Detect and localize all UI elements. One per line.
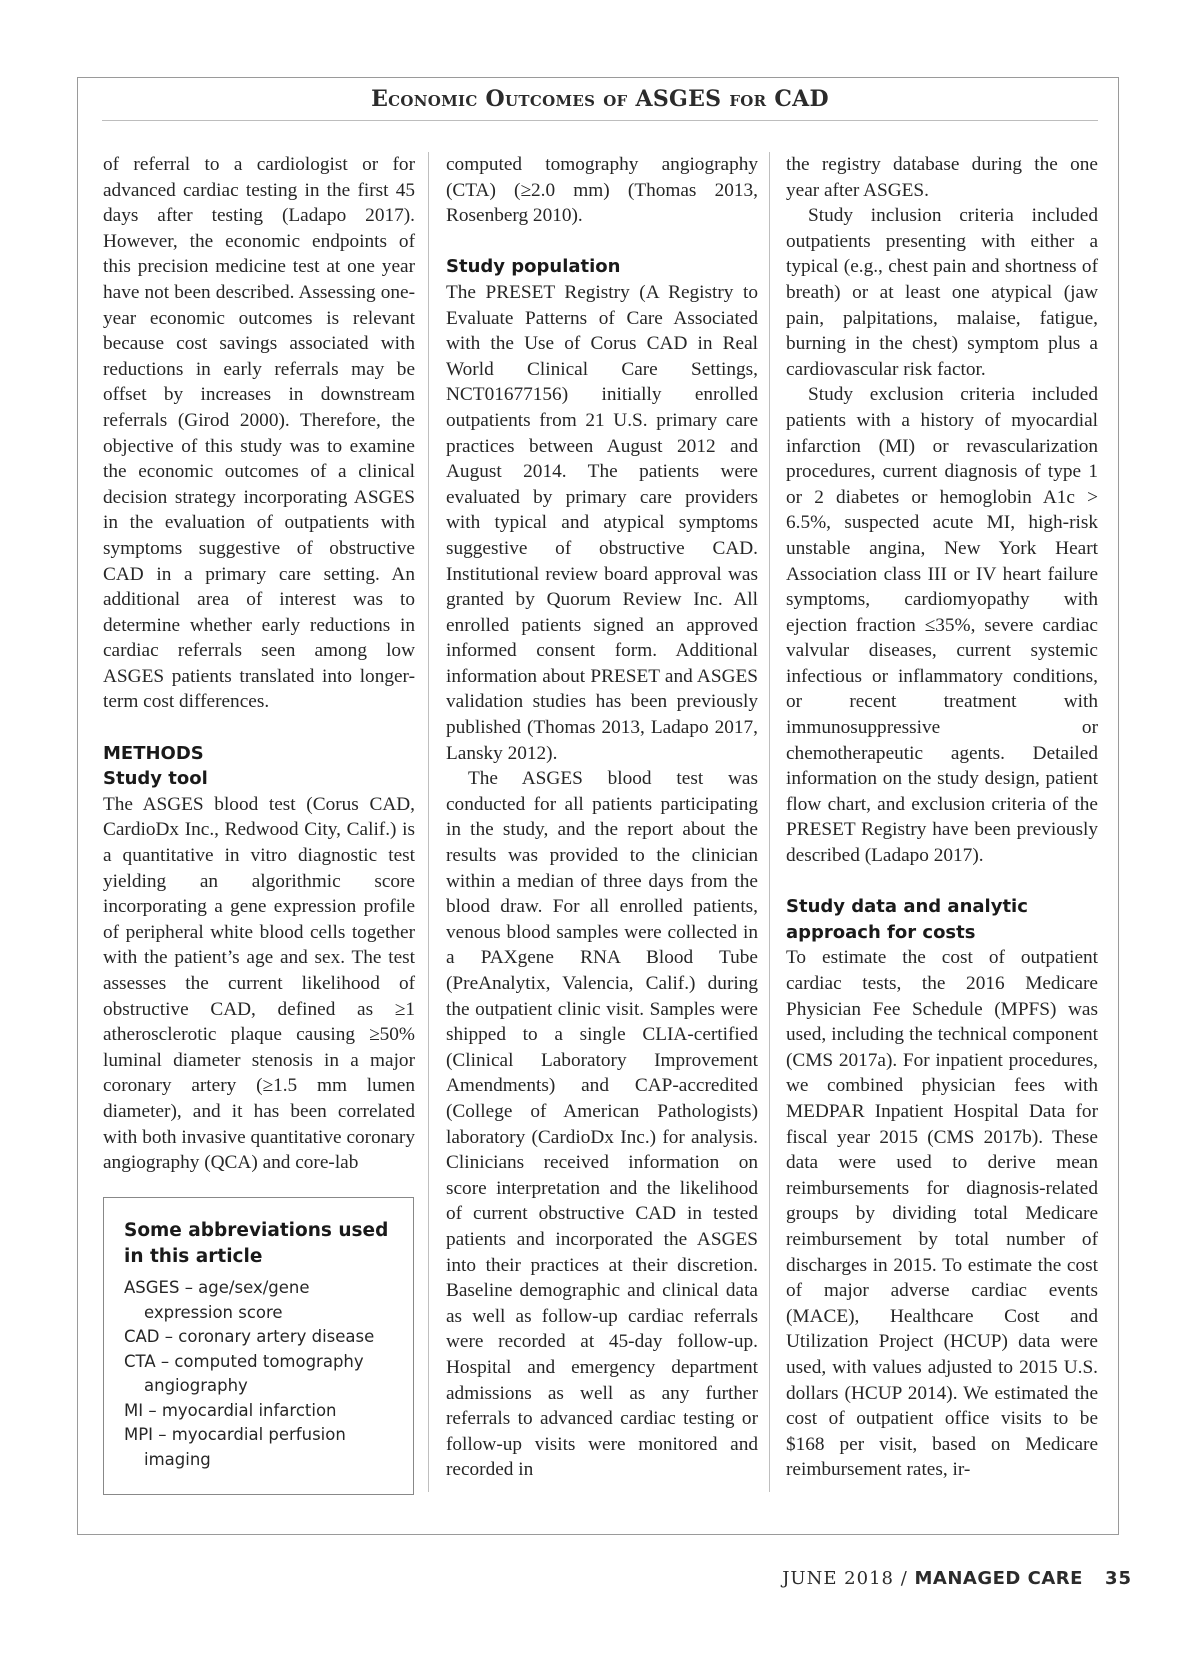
column-3 (786, 152, 1098, 1492)
column-divider (428, 152, 429, 1492)
paragraph: Study exclusion criteria included patients with a history of myocardial infarction (MI) or revascularization procedures, current diagnosis of type 1 or 2 diabetes or hemoglobin A1c > 6.5%, suspected acute MI, high-risk unstable angina, New York Heart Association class III or IV heart failure symptoms, cardiomyopathy with ejection fraction ≤35%, severe cardiac valvular diseases, current systemic infectious or inflammatory conditions, or recent treatment with immunosuppressive or chemotherapeutic agents. Detailed information on the study design, patient flow chart, and exclusion criteria of the PRESET Registry have been previously described (Ladapo 2017). (786, 384, 1098, 867)
abbreviation-item: MI – myocardial infarction (124, 1400, 337, 1420)
paragraph: the registry database during the one year after ASGES. (786, 154, 1098, 201)
methods-heading: METHODS (103, 742, 204, 764)
column-2 (446, 152, 758, 1492)
costs-heading: Study data and analytic approach for costs (786, 896, 1028, 943)
page-number: 35 (1104, 1568, 1132, 1589)
issue-date: JUNE 2018 / (782, 1568, 915, 1589)
header-rule (102, 120, 1098, 121)
page-footer (782, 1568, 1132, 1589)
abbreviation-item: CTA – computed tomography angiography (124, 1351, 364, 1395)
paragraph: The PRESET Registry (A Registry to Evaluate Patterns of Care Associated with the Use of Corus CAD in Real World Clinical Care Settings, NCT01677156) initially enrolled outpatients from 21 U.S. primary care practices between August 2012 and August 2014. The patients were evaluated by primary care providers with typical and atypical symptoms suggestive of obstructive CAD. Institutional review board approval was granted by Quorum Review Inc. All enrolled patients signed an approved informed consent form. Additional information about PRESET and ASGES validation studies has been previously published (Thomas 2013, Ladapo 2017, Lansky 2012). (446, 281, 758, 764)
paragraph: Study inclusion criteria included outpatients presenting with either a typical (e.g., chest pain and shortness of breath) or at least one atypical (jaw pain, palpitations, malaise, fatigue, burning in the chest) symptom plus a cardiovascular risk factor. (786, 205, 1098, 380)
study-tool-heading: Study tool (103, 768, 208, 790)
paragraph: computed tomography angiography (CTA) (≥2.0 mm) (Thomas 2013, Rosenberg 2010). (446, 154, 758, 227)
abbreviations-box (103, 1197, 414, 1495)
paragraph: To estimate the cost of outpatient cardiac tests, the 2016 Medicare Physician Fee Schedule (MPFS) was used, including the technical component (CMS 2017a). For inpatient procedures, we combined physician fees with MEDPAR Inpatient Hospital Data for fiscal year 2015 (CMS 2017b). These data were used to derive mean reimbursements for diagnosis-related groups by dividing total Medicare reimbursement by total number of discharges in 2015. To estimate the cost of major adverse cardiac events (MACE), Healthcare Cost and Utilization Project (HCUP) data were used, with values adjusted to 2015 U.S. dollars (HCUP 2014). We estimated the cost of outpatient office visits to be $168 per visit, based on Medicare reimbursement rates, ir- (786, 947, 1098, 1481)
abbreviation-item: CAD – coronary artery disease (124, 1327, 375, 1346)
paragraph: of referral to a cardiologist or for advanced cardiac testing in the first 45 days after testing (Ladapo 2017). However, the economic endpoints of this precision medicine test at one year have not been described. Assessing one-year economic outcomes is relevant because cost savings associated with reductions in early referrals may be offset by increases in downstream referrals (Girod 2000). Therefore, the objective of this study was to examine the economic outcomes of a clinical decision strategy incorporating ASGES in the evaluation of outpatients with symptoms suggestive of obstructive CAD in a primary care setting. An additional area of interest was to determine whether early reductions in cardiac referrals seen among low ASGES patients translated into longer-term cost differences. (103, 154, 415, 713)
abbreviations-title: Some abbreviations used in this article (124, 1220, 389, 1267)
abbreviation-item: ASGES – age/sex/gene expression score (124, 1278, 310, 1322)
abbreviation-item: MPI – myocardial perfusion imaging (124, 1425, 346, 1469)
study-population-heading: Study population (446, 256, 621, 278)
journal-name: MANAGED CARE (914, 1568, 1083, 1589)
running-title: Economic Outcomes of ASGES for CAD (371, 86, 829, 112)
paragraph: The ASGES blood test (Corus CAD, CardioDx Inc., Redwood City, Calif.) is a quantitative in vitro diagnostic test yielding an algorithmic score incorporating a gene expression profile of peripheral white blood cells together with the patient’s age and sex. The test assesses the current likelihood of obstructive CAD, defined as ≥1 atherosclerotic plaque causing ≥50% luminal diameter stenosis in a major coronary artery (≥1.5 mm lumen diameter), and it has been correlated with both invasive quantitative coronary angiography (QCA) and core-lab (103, 793, 415, 1174)
column-divider (769, 152, 770, 1492)
paragraph: The ASGES blood test was conducted for all patients participating in the study, and the report about the results was provided to the clinician within a median of three days from the blood draw. For all enrolled patients, venous blood samples were collected in a PAXgene RNA Blood Tube (PreAnalytix, Valencia, Calif.) during the outpatient clinic visit. Samples were shipped to a single CLIA-certified (Clinical Laboratory Improvement Amendments) and CAP-accredited (College of American Pathologists) laboratory (CardioDx Inc.) for analysis. Clinicians received information on score interpretation and the likelihood of current obstructive CAD in tested patients and incorporated the ASGES into their practices at their discretion. Baseline demographic and clinical data as well as follow-up cardiac referrals were recorded at 45-day follow-up. Hospital and emergency department admissions as well as any further referrals to advanced cardiac testing or follow-up visits were monitored and recorded in (446, 768, 758, 1481)
